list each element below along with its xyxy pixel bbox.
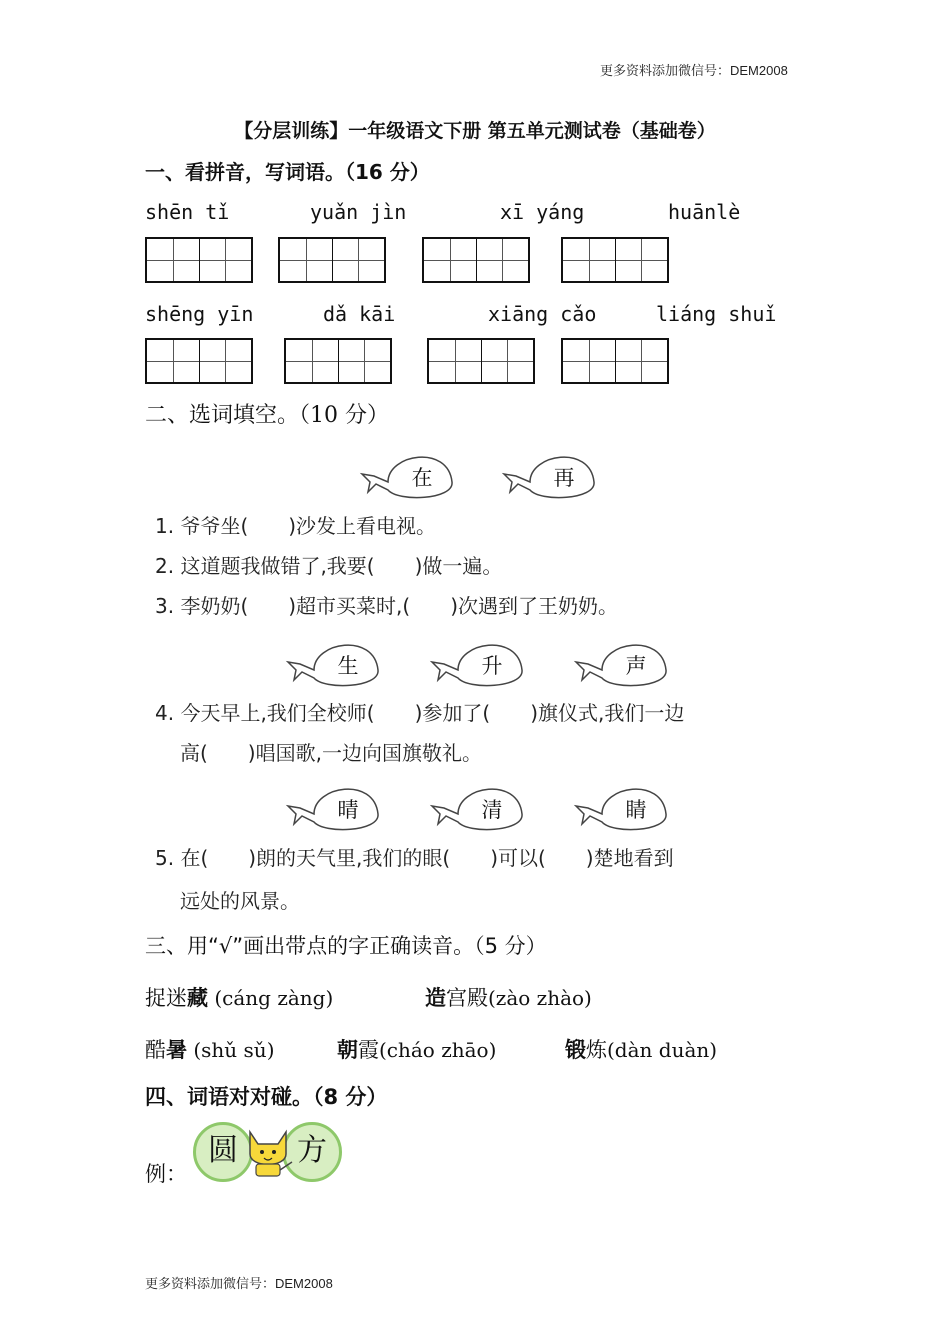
writing-grid[interactable] xyxy=(427,338,535,384)
dotted-char: 朝 xyxy=(337,1038,358,1062)
word-card xyxy=(284,632,384,696)
pinyin-7: xiāng cǎo xyxy=(488,302,597,326)
word-option: 再 xyxy=(553,466,575,490)
reading-item[interactable] xyxy=(425,982,592,1012)
writing-grid[interactable] xyxy=(422,237,530,283)
word-card xyxy=(572,776,672,840)
section3-heading: 三、用“√”画出带点的字正确读音。（5 分） xyxy=(145,934,547,958)
item-text: 霞 xyxy=(358,1038,379,1062)
footer-note: 更多资料添加微信号：DEM2008 xyxy=(145,1276,333,1291)
word-option: 声 xyxy=(625,654,647,678)
writing-grid[interactable] xyxy=(284,338,392,384)
pinyin-2: yuǎn jìn xyxy=(310,200,407,224)
section1-heading: 一、看拼音，写词语。（16 分） xyxy=(145,160,430,184)
item-text: 宫殿 xyxy=(446,986,488,1010)
reading-item[interactable] xyxy=(145,1034,275,1064)
writing-grid[interactable] xyxy=(561,237,669,283)
word-card xyxy=(500,444,600,508)
writing-grid[interactable] xyxy=(145,338,253,384)
example-circle-left: 圆 xyxy=(193,1122,253,1182)
section2-heading: 二、选词填空。（10 分） xyxy=(145,403,389,428)
section4-heading: 四、词语对对碰。（8 分） xyxy=(145,1085,388,1109)
question-3: 3. 李奶奶( )超市买菜时,( )次遇到了王奶奶。 xyxy=(155,594,619,618)
pinyin-choices: (cháo zhāo) xyxy=(379,1038,497,1062)
word-option: 清 xyxy=(481,798,503,822)
writing-grid[interactable] xyxy=(145,237,253,283)
pinyin-choices: (cáng zàng) xyxy=(208,986,334,1010)
reading-item[interactable] xyxy=(145,982,333,1012)
word-card xyxy=(428,632,528,696)
pinyin-6: dǎ kāi xyxy=(323,302,396,326)
question-1: 1. 爷爷坐( )沙发上看电视。 xyxy=(155,514,437,538)
word-card xyxy=(284,776,384,840)
question-4-cont: 高( )唱国歌,一边向国旗敬礼。 xyxy=(180,741,482,765)
word-card xyxy=(572,632,672,696)
page-title: 【分层训练】一年级语文下册 第五单元测试卷（基础卷） xyxy=(234,120,716,142)
question-4: 4. 今天早上,我们全校师( )参加了( )旗仪式,我们一边 xyxy=(155,701,685,725)
dotted-char: 暑 xyxy=(166,1038,187,1062)
question-5: 5. 在( )朗的天气里,我们的眼( )可以( )楚地看到 xyxy=(155,846,674,870)
pinyin-choices: (shǔ sǔ) xyxy=(187,1038,275,1062)
example-circle-right: 方 xyxy=(282,1122,342,1182)
writing-grid[interactable] xyxy=(278,237,386,283)
question-2: 2. 这道题我做错了,我要( )做一遍。 xyxy=(155,554,503,578)
question-5-cont: 远处的风景。 xyxy=(180,889,300,913)
writing-grid[interactable] xyxy=(561,338,669,384)
item-text: 酷 xyxy=(145,1038,166,1062)
header-note: 更多资料添加微信号：DEM2008 xyxy=(600,63,788,78)
word-option: 晴 xyxy=(337,798,359,822)
dotted-char: 藏 xyxy=(187,986,208,1010)
pinyin-1: shēn tǐ xyxy=(145,200,230,224)
dotted-char: 造 xyxy=(425,986,446,1010)
dotted-char: 锻 xyxy=(565,1038,586,1062)
word-option: 在 xyxy=(411,466,433,490)
item-text: 捉迷 xyxy=(145,986,187,1010)
pinyin-5: shēng yīn xyxy=(145,302,254,326)
cat-mascot-icon xyxy=(242,1124,294,1182)
word-card xyxy=(428,776,528,840)
pinyin-choices: (dàn duàn) xyxy=(607,1038,718,1062)
pinyin-8: liáng shuǐ xyxy=(656,302,777,326)
pinyin-3: xī yáng xyxy=(500,200,585,224)
word-option: 生 xyxy=(337,654,359,678)
word-option: 升 xyxy=(481,654,503,678)
item-text: 炼 xyxy=(586,1038,607,1062)
pinyin-4: huānlè xyxy=(668,200,741,224)
reading-item[interactable] xyxy=(565,1034,717,1064)
word-option: 睛 xyxy=(625,798,647,822)
reading-item[interactable] xyxy=(337,1034,496,1064)
pinyin-choices: (zào zhào) xyxy=(488,986,592,1010)
word-card xyxy=(358,444,458,508)
example-label: 例： xyxy=(145,1162,187,1186)
